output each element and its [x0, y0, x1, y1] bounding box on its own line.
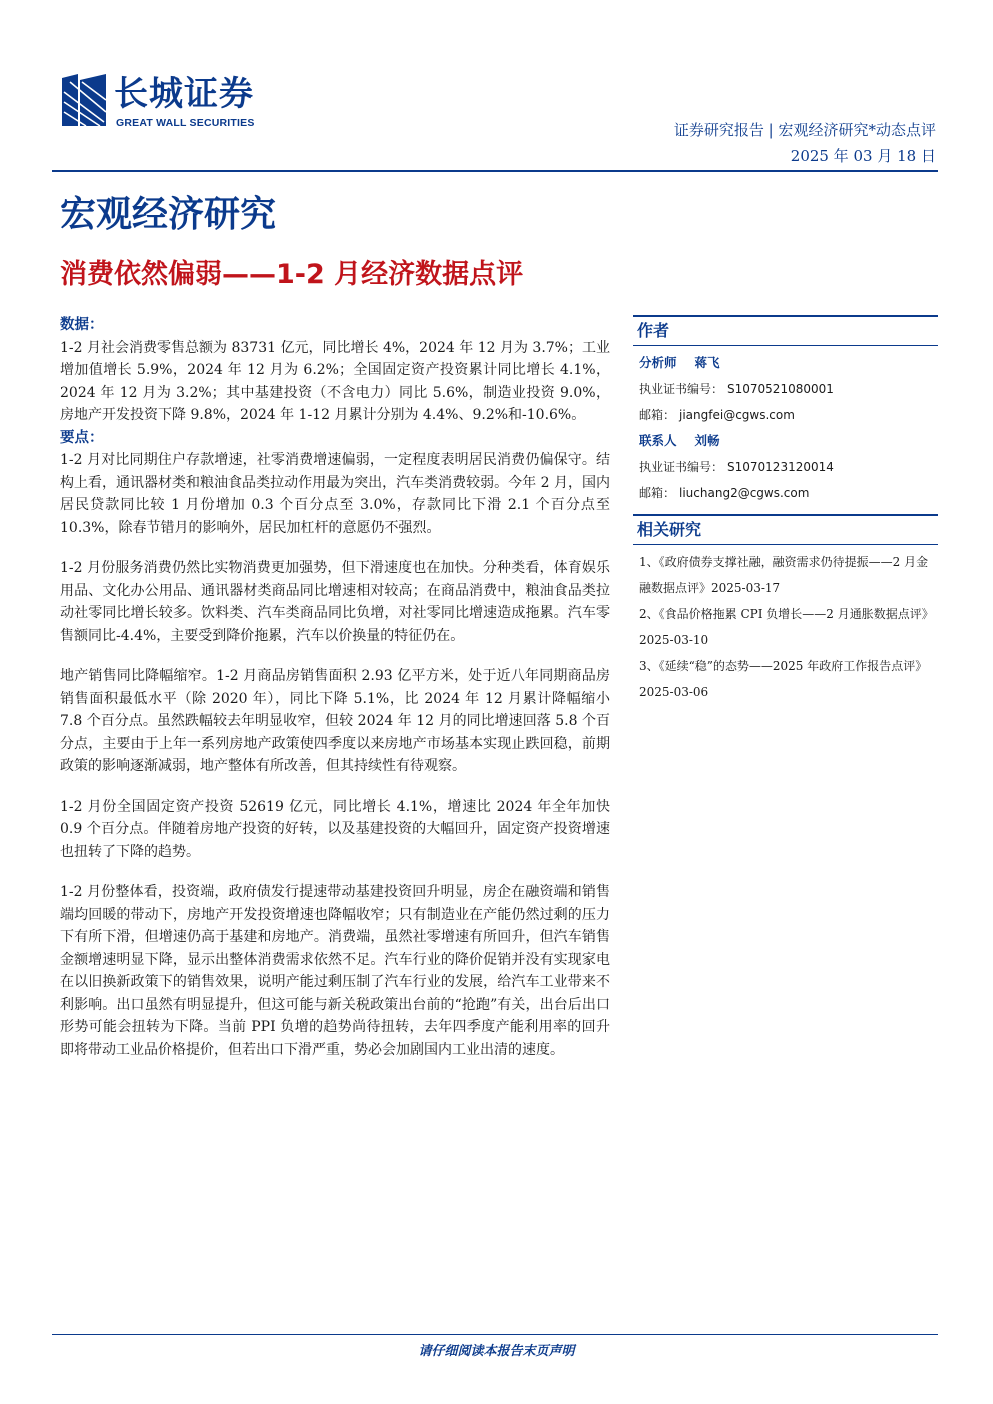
- report-title: 消费依然偏弱——1-2 月经济数据点评: [60, 259, 524, 290]
- contact-cert: S1070123120014: [727, 460, 834, 474]
- contact-email-row: [633, 480, 938, 506]
- paragraph: 1-2 月份全国固定资产投资 52619 亿元，同比增长 4.1%，增速比 2024 年全年加快 0.9 个百分点。伴随着房地产投资的好转，以及基建投资的大幅回升，固定资产投资增速也扭转了下降的趋势。: [60, 798, 610, 860]
- data-heading: 数据：: [60, 317, 104, 333]
- footer-disclaimer: 请仔细阅读本报告末页声明: [418, 1344, 575, 1359]
- points-heading: 要点：: [60, 429, 104, 446]
- analyst: [633, 350, 938, 376]
- paragraph: 地产销售同比降幅缩窄。1-2 月商品房销售面积 2.93 亿平方米，处于近八年同期商品房销售面积最低水平（除 2020 年），同比下降 5.1%，比 2024 年 12 月累计降幅缩小 7.8 个百分点。虽然跌幅较去年明显收窄，但较 2024 年 12 月的同比增速回落 5.8 个百分点，主要由于上年一系列房地产政策使四季度以来房地产市场基本实现止跌回稳，前期政策的影响逐渐减弱，地产整体有所改善，但其持续性有待观察。: [60, 668, 610, 774]
- report-date: 2025 年 03 月 18 日: [790, 147, 936, 165]
- paragraph: 1-2 月对比同期住户存款增速，社零消费增速偏弱，一定程度表明居民消费仍偏保守。结构上看，通讯器材类和粮油食品类拉动作用最为突出，汽车类消费较弱。今年 2 月，国内居民贷款同比较 1 月份增加 0.3 个百分点至 3.0%，存款同比下滑 2.1 个百分点至 10.3%，除春节错月的影响外，居民加杠杆的意愿仍不强烈。: [60, 452, 610, 536]
- paragraph: 1-2 月份整体看，投资端，政府债发行提速带动基建投资回升明显，房企在融资端和销售端均回暖的带动下，房地产开发投资增速也降幅收窄；只有制造业在产能仍然过剩的压力下有所下滑，但增速仍高于基建和房地产。消费端，虽然社零增速有所回升，但汽车销售金额增速明显下降，显示出整体消费需求依然不足。汽车行业的降价促销并没有实现家电在以旧换新政策下的销售效果，说明产能过剩压制了汽车行业的发展，给汽车工业带来不利影响。出口虽然有明显提升，但这可能与新关税政策出台前的“抢跑”有关，出台后出口形势可能会扭转为下降。当前 PPI 负增的趋势尚待扭转，去年四季度产能利用率的回升即将带动工业品价格提价，但若出口下滑严重，势必会加剧国内工业出清的速度。: [60, 884, 610, 1058]
- related-heading: 相关研究: [633, 514, 938, 545]
- analyst-email[interactable]: jiangfei@cgws.com: [679, 408, 795, 422]
- related-item[interactable]: 2、《食品价格拖累 CPI 负增长——2 月通胀数据点评》2025-03-10: [639, 607, 928, 647]
- contact: [633, 428, 938, 454]
- email-label: 邮箱：: [639, 486, 676, 500]
- report-type: 证券研究报告 | 宏观经济研究*动态点评: [673, 121, 936, 139]
- related-item[interactable]: 1、《政府债券支撑社融，融资需求仍待提振——2 月金融数据点评》2025-03-17: [639, 555, 929, 595]
- related-item[interactable]: 3、《延续“稳”的态势——2025 年政府工作报告点评》2025-03-06: [639, 659, 928, 699]
- main-content: [60, 314, 610, 1061]
- contact-name: 刘畅: [694, 433, 720, 448]
- contact-cert-row: [633, 454, 938, 480]
- contact-email[interactable]: liuchang2@cgws.com: [679, 486, 810, 500]
- author-heading: 作者: [633, 315, 938, 346]
- email-label: 邮箱：: [639, 408, 676, 422]
- contact-role: 联系人: [639, 433, 677, 448]
- analyst-name: 蒋飞: [694, 355, 720, 370]
- brand-name-en: GREAT WALL SECURITIES: [116, 117, 255, 129]
- footer-divider: [52, 1334, 938, 1335]
- paragraph: 1-2 月份服务消费仍然比实物消费更加强势，但下滑速度也在加快。分种类看，体育娱乐用品、文化办公用品、通讯器材类商品同比增速相对较高；在商品消费中，粮油食品类拉动社零同比增长较多。饮料类、汽车类商品同比负增，对社零同比增速造成拖累。汽车零售额同比-4.4%，主要受到降价拖累，汽车以价换量的特征仍在。: [60, 560, 610, 644]
- analyst-cert-row: [633, 376, 938, 402]
- brand-name-cn: 长城证券: [114, 74, 254, 114]
- header-divider: [52, 170, 938, 172]
- report-meta: [674, 117, 936, 169]
- section-title: 宏观经济研究: [60, 194, 277, 235]
- great-wall-logo-icon: [60, 72, 108, 128]
- cert-label: 执业证书编号：: [639, 382, 724, 396]
- related-research-list: [633, 545, 938, 705]
- analyst-cert: S1070521080001: [727, 382, 834, 396]
- sidebar: [633, 315, 938, 705]
- cert-label: 执业证书编号：: [639, 460, 724, 474]
- data-paragraph: 1-2 月社会消费零售总额为 83731 亿元，同比增长 4%，2024 年 12 月为 3.7%；工业增加值增长 5.9%，2024 年 12 月为 6.2%；全国固定资产投资累计同比增长 4.1%，2024 年 12 月为 3.2%；其中基建投资（不含电力）同比 5.6%，制造业投资 9.0%，房地产开发投资下降 9.8%，2024 年 1-12 月累计分别为 4.4%、9.2%和-10.6%。: [60, 339, 610, 423]
- analyst-email-row: [633, 402, 938, 428]
- analyst-role: 分析师: [639, 355, 677, 370]
